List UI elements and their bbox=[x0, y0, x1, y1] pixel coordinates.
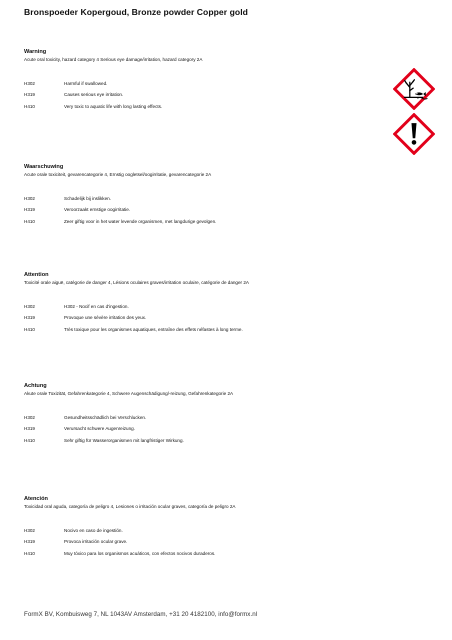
hazard-classification: Acute oral toxicity, hazard category 4 Serious eye damage/irritation, hazard category 2A bbox=[24, 57, 203, 62]
hazard-statement bbox=[24, 327, 384, 333]
hazard-text: Provoque une sévère irritation des yeux. bbox=[64, 315, 147, 321]
document-title: Bronspoeder Kopergoud, Bronze powder Copper gold bbox=[24, 7, 248, 17]
hazard-code: H302 bbox=[24, 415, 35, 420]
hazard-text: Schadelijk bij inslikken. bbox=[64, 196, 111, 201]
hazard-statement-list bbox=[24, 415, 384, 444]
hazard-code: H410 bbox=[24, 550, 35, 556]
hazard-text: Harmful if swallowed. bbox=[64, 81, 108, 86]
hazard-classification: Akute orale Toxizität, Gefahrenkategorie 4, Schwere Augenschädigung/-reizung, Gefahrenkategorie 2A bbox=[24, 391, 234, 396]
hazard-statement bbox=[24, 315, 384, 321]
signal-word: Achtung bbox=[24, 383, 47, 389]
hazard-statement bbox=[24, 104, 384, 110]
hazard-text: Gesundheitsschädlich bei Verschlucken. bbox=[64, 415, 147, 420]
hazard-statement bbox=[24, 207, 384, 213]
hazard-code: H319 bbox=[24, 426, 35, 432]
hazard-code: H302 bbox=[24, 81, 35, 86]
section-en bbox=[24, 49, 384, 115]
hazard-classification: Toxicidad oral aguda, categoría de peligro 4, Lesiones o irritación ocular graves, categoría de peligro 2A bbox=[24, 504, 236, 509]
hazard-code: H410 bbox=[24, 437, 35, 443]
hazard-statement-list bbox=[24, 81, 384, 110]
signal-word: Attention bbox=[24, 272, 49, 278]
hazard-statement bbox=[24, 539, 384, 545]
hazard-text: Very toxic to aquatic life with long lasting effects. bbox=[64, 103, 163, 109]
hazard-code: H302 bbox=[24, 196, 35, 201]
exclamation-mark-icon bbox=[393, 113, 435, 155]
hazard-text: Zeer giftig voor in het water levende organismen, met langdurige gevolgen. bbox=[64, 218, 217, 224]
hazard-classification: Toxicité orale aiguë, catégorie de danger 4, Lésions oculaires graves/irritation oculaire, catégorie de danger 2A bbox=[24, 280, 249, 285]
hazard-code: H319 bbox=[24, 207, 35, 213]
signal-word: Waarschuwing bbox=[24, 164, 64, 170]
hazard-statement-list bbox=[24, 196, 384, 225]
hazard-text: Très toxique pour les organismes aquatiques, entraîne des effets néfastes à long terme. bbox=[64, 326, 243, 332]
hazard-statement bbox=[24, 426, 384, 432]
hazard-classification: Acute orale toxiciteit, gevarencategorie 4, Ernstig oogletsel/oogirritatie, gevarencategorie 2A bbox=[24, 172, 212, 177]
hazard-statement bbox=[24, 528, 384, 534]
hazard-text: Provoca irritación ocular grave. bbox=[64, 539, 128, 545]
footer-contact: FormX BV, Kombuisweg 7, NL 1043AV Amsterdam, +31 20 4182100, info@formx.nl bbox=[24, 611, 258, 618]
hazard-code: H319 bbox=[24, 315, 35, 321]
hazard-text: Veroorzaakt ernstige oogirritatie. bbox=[64, 207, 131, 213]
hazard-text: H302 - Nocif en cas d'ingestion. bbox=[64, 304, 129, 309]
hazard-statement-list bbox=[24, 304, 384, 333]
signal-word: Warning bbox=[24, 49, 47, 55]
hazard-statement bbox=[24, 415, 384, 421]
hazard-text: Muy tóxico para los organismos acuáticos, con efectos nocivos duraderos. bbox=[64, 550, 216, 556]
hazard-statement-list bbox=[24, 528, 384, 557]
hazard-code: H410 bbox=[24, 326, 35, 332]
section-fr bbox=[24, 272, 384, 338]
hazard-code: H410 bbox=[24, 218, 35, 224]
hazard-text: Sehr giftig für Wasserorganismen mit langfristiger Wirkung. bbox=[64, 437, 184, 443]
ghs-pictograms bbox=[393, 68, 435, 158]
hazard-statement bbox=[24, 438, 384, 444]
hazard-text: Verursacht schwere Augenreizung. bbox=[64, 426, 135, 432]
section-es bbox=[24, 496, 384, 562]
hazard-text: Causes serious eye irritation. bbox=[64, 92, 124, 98]
hazard-code: H319 bbox=[24, 539, 35, 545]
environment-hazard-icon bbox=[393, 68, 435, 110]
hazard-statement bbox=[24, 304, 384, 310]
section-de bbox=[24, 383, 384, 449]
hazard-code: H319 bbox=[24, 92, 35, 98]
hazard-statement bbox=[24, 81, 384, 87]
hazard-code: H410 bbox=[24, 103, 35, 109]
hazard-statement bbox=[24, 92, 384, 98]
signal-word: Atención bbox=[24, 496, 48, 502]
hazard-statement bbox=[24, 219, 384, 225]
hazard-statement bbox=[24, 551, 384, 557]
hazard-text: Nocivo en caso de ingestión. bbox=[64, 528, 123, 533]
section-nl bbox=[24, 164, 384, 230]
hazard-code: H302 bbox=[24, 304, 35, 309]
hazard-code: H302 bbox=[24, 528, 35, 533]
hazard-statement bbox=[24, 196, 384, 202]
